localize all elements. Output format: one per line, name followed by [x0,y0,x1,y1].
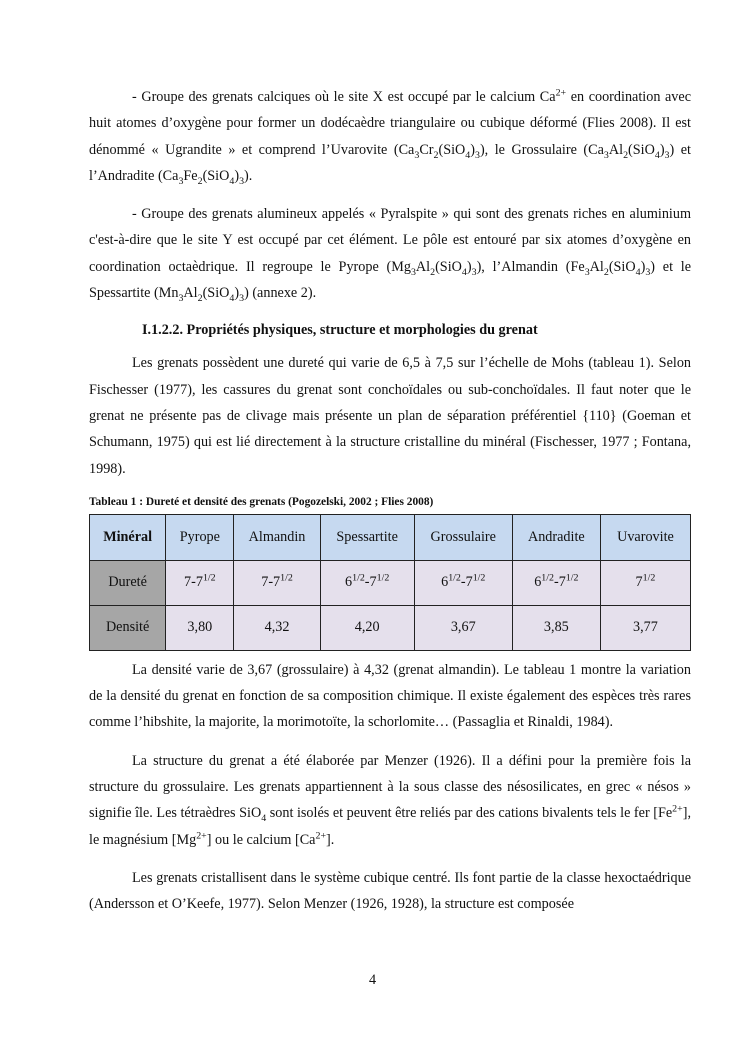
header-cell: Uvarovite [600,514,690,560]
text: ) [659,141,665,158]
text: Al [415,258,431,275]
text: (SiO [202,167,230,184]
text: ) (annexe 2). [244,285,317,302]
text: La structure du grenat a été élaborée par Menzer (1926). Il a défini pour la première fois la structure du grossulaire. Les grenats appartiennent à la sous classe des nésosilicates, en grec « nésos » signifie île. Les tétraèdres SiO [89,752,691,822]
paragraph-durete: Les grenats possèdent une dureté qui varie de 6,5 à 7,5 sur l’échelle de Mohs (tableau 1). Selon Fischesser (1977), les cassures du grenat sont conchoïdales ou sub-conchoïdales. Il faut noter que le grenat ne présente pas de clivage mais présente un plan de séparation préférentiel {110} (Goeman et Schumann, 1975) qui est lié directement à la structure cristalline du minéral (Fischesser, 1977 ; Fontana, 1998). [89,355,691,477]
text: ). [244,167,253,184]
densite-cell: 3,77 [600,605,690,650]
text: 4 [229,292,235,304]
text: ) [234,285,240,302]
text: ) [640,258,646,275]
text: Fe [183,167,198,184]
text: - Groupe des grenats alumineux appelés « Pyralspite » qui sont des grenats riches en aluminium c'est-à-dire que le site Y est occupé par cet élément. Le pôle est entouré par six atomes d’oxygène en coordination octaèdrique. Il regroupe le Pyrope (Mg [89,206,691,275]
text: 4 [635,266,641,278]
durete-cell: $7-7^{1/2}$ [234,560,320,605]
text: 4 [261,813,267,825]
text: Al [589,258,604,275]
text: 3 [474,149,480,161]
text: 2 [433,149,439,161]
text: 4 [654,149,660,161]
densite-cell: 4,20 [320,605,414,650]
text: ), le Grossulaire (Ca [479,141,604,158]
text: 2 [430,266,436,278]
text: ]. [326,831,335,848]
text: 2+ [315,829,327,841]
text: 2 [603,266,609,278]
text: 2 [197,175,203,187]
paragraph-structure [89,748,691,853]
paragraph-pyralspite [89,201,691,306]
page-number: 4 [368,972,377,988]
text: (SiO [608,258,636,275]
hardness-density-table [89,514,691,651]
text: 3 [239,175,245,187]
text: 3 [471,266,477,278]
header-cell: Andradite [512,514,600,560]
text: Cr [419,141,434,158]
text: 3 [414,149,420,161]
header-cell: Grossulaire [414,514,512,560]
durete-cell: $6^{1/2}-7^{1/2}$ [414,560,512,605]
text: 3 [178,292,184,304]
text: 3 [603,149,609,161]
densite-cell: 4,32 [234,605,320,650]
text: ] ou le calcium [Ca [206,831,316,848]
text: 2+ [196,829,207,841]
text: ) [234,167,240,184]
table-row-densite [90,605,691,650]
densite-cell: 3,80 [166,605,234,650]
paragraph-cubique: Les grenats cristallisent dans le système cubique centré. Ils font partie de la classe hexoctaédrique (Andersson et O’Keefe, 1977). Selon Menzer (1926, 1928), la structure est composée [89,869,691,913]
durete-cell: $6^{1/2}-7^{1/2}$ [320,560,414,605]
text: (SiO [202,285,230,302]
densite-cell: 3,67 [414,605,512,650]
text: 2+ [555,87,567,99]
text: Al [608,141,624,158]
text: 4 [465,149,471,161]
text: 2+ [672,803,683,815]
text: - Groupe des grenats calciques où le site X est occupé par le calcium Ca [132,89,556,105]
text: en coordination avec huit atomes d’oxygène pour former un dodécaèdre triangulaire ou cubique déformé (Flies 2008). Il est dénommé « Ugrandite » et comprend l’Uvarovite (Ca [89,89,691,158]
text: 3 [178,175,184,187]
row-label: Dureté [90,560,166,605]
text: ), l’Almandin (Fe [476,258,585,275]
row-label: Densité [90,605,166,650]
durete-cell: $7-7^{1/2}$ [166,560,234,605]
text: ) [466,258,472,275]
text: ) et l’Andradite (Ca [89,141,691,184]
section-heading: I.1.2.2. Propriétés physiques, structure et morphologies du grenat [142,322,538,339]
header-cell: Spessartite [320,514,414,560]
paragraph-ugrandite [89,84,691,189]
page-body [89,84,691,930]
text: 3 [584,266,590,278]
densite-cell: 3,85 [512,605,600,650]
text: 3 [664,149,670,161]
text: 4 [229,175,235,187]
table-header-row [90,514,691,560]
text: (SiO [438,141,466,158]
table-row-durete [90,560,691,605]
text: ) [470,141,475,158]
paragraph-densite: La densité varie de 3,67 (grossulaire) à 4,32 (grenat almandin). Le tableau 1 montre la variation de la densité du grenat en fonction de sa composition chimique. Il existe également des espèces très rares comme l’hibshite, la majorite, la morimotoïte, la schorlomite… (Passaglia et Rinaldi, 1984). [89,661,691,731]
text: 3 [645,266,651,278]
text: 3 [239,292,245,304]
text: ], le magnésium [Mg [89,805,691,848]
text: (SiO [435,258,462,275]
text: ) et le Spessartite (Mn [89,258,692,302]
table-caption: Tableau 1 : Dureté et densité des grenats (Pogozelski, 2002 ; Flies 2008) [89,495,434,508]
header-cell: Almandin [234,514,320,560]
text: Al [183,285,198,302]
text: (SiO [628,141,655,158]
text: 2 [623,149,629,161]
durete-cell: $7^{1/2}$ [600,560,690,605]
text: 2 [197,292,203,304]
header-cell: Minéral [90,514,166,560]
text: 3 [410,266,416,278]
durete-cell: $6^{1/2}-7^{1/2}$ [512,560,600,605]
text: 4 [461,266,467,278]
header-cell: Pyrope [166,514,234,560]
text: sont isolés et peuvent être reliés par des cations bivalents tels le fer [Fe [266,805,673,822]
